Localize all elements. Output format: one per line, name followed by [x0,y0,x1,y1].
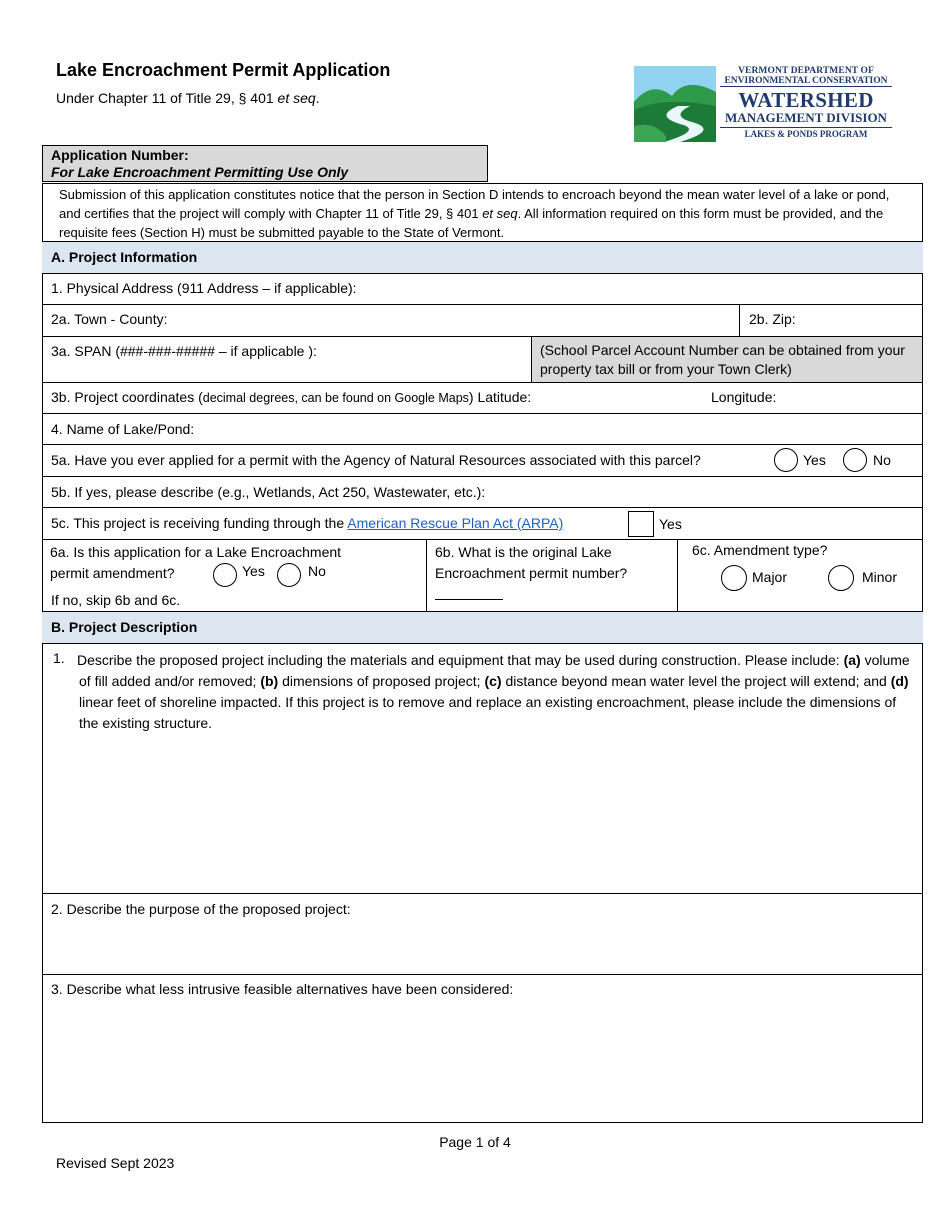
amendment-minor-radio[interactable] [828,565,854,591]
span-label: 3a. SPAN (###-###-##### – if applicable ): [51,343,317,359]
coordinates-label: 3b. Project coordinates (decimal degrees, can be found on Google Maps) Latitude: [51,389,532,405]
row-town-zip [42,304,923,336]
row-project-purpose[interactable] [42,893,923,974]
prior-permit-label: 5a. Have you ever applied for a permit with the Agency of Natural Resources associated with this parcel? [51,452,701,468]
application-number-label: Application Number: [51,147,189,163]
prior-permit-yes-radio[interactable] [774,448,798,472]
longitude-label: Longitude: [711,389,777,405]
prior-permit-no-label: No [873,452,891,468]
row-project-description[interactable] [42,643,923,893]
arpa-label: 5c. This project is receiving funding through the American Rescue Plan Act (ARPA) [51,515,564,531]
row-prior-permit [42,444,923,476]
prior-permit-describe-label: 5b. If yes, please describe (e.g., Wetlands, Act 250, Wastewater, etc.): [51,484,486,500]
logo-line-5: LAKES & PONDS PROGRAM [744,129,868,139]
arpa-link[interactable]: American Rescue Plan Act (ARPA) [347,515,564,531]
amendment-no-radio[interactable] [277,563,301,587]
logo-line-1: VERMONT DEPARTMENT OF [738,66,874,76]
page-number: Page 1 of 4 [439,1134,511,1150]
form-title: Lake Encroachment Permit Application [56,60,391,80]
amendment-no-label: No [308,563,326,579]
project-description-number: 1. [53,650,65,666]
row-amendment [42,539,923,611]
project-description-label: Describe the proposed project including the materials and equipment that may be used during construction. Please include: (a) volume of fill added and/or removed; (b) dimensions of proposed project; (c) distance beyond mean water level the project will extend; and (d) linear feet of shoreline impacted. If this project is to remove and replace an existing encroachment, please include the dimensions of the existing structure. [77,652,910,731]
row-physical-address[interactable] [42,273,923,304]
town-county-label: 2a. Town - County: [51,311,168,327]
lake-landscape-icon [634,66,716,142]
logo-line-4: MANAGEMENT DIVISION [720,111,892,128]
section-b-title: B. Project Description [51,619,198,635]
amendment-skip-note: If no, skip 6b and 6c. [51,592,181,608]
row-arpa [42,507,923,539]
logo-line-3: WATERSHED [738,88,874,112]
amendment-yes-label: Yes [242,563,265,579]
amendment-minor-label: Minor [862,569,898,585]
original-permit-line[interactable] [435,599,503,600]
section-a-title: A. Project Information [51,249,198,265]
amendment-major-label: Major [752,569,788,585]
amendment-major-radio[interactable] [721,565,747,591]
row-coordinates [42,382,923,413]
span-note-cell [531,337,922,382]
application-number-box [42,145,488,182]
row-alternatives[interactable] [42,974,923,1123]
lake-name-label: 4. Name of Lake/Pond: [51,421,195,437]
amendment-type-label: 6c. Amendment type? [692,542,828,558]
row-lake-name[interactable] [42,413,923,444]
intro-row [42,183,923,241]
intro-text: Submission of this application constitutes notice that the person in Section D intends to encroach beyond the mean water level of a lake or pond, and certifies that the project will comply with Chapter 11 of Title 29, § 401 et seq. All information required on this form must be provided, and the requisite fees (Section H) must be submitted payable to the State of Vermont. [59,187,890,240]
prior-permit-yes-label: Yes [803,452,826,468]
arpa-checkbox[interactable] [628,511,654,537]
prior-permit-no-radio[interactable] [843,448,867,472]
zip-label: 2b. Zip: [749,311,796,327]
section-a-header [42,241,923,273]
amendment-question: 6a. Is this application for a Lake Encroachment permit amendment? [50,544,342,581]
form-subtitle: Under Chapter 11 of Title 29, § 401 et seq. [56,90,320,106]
amendment-yes-radio[interactable] [213,563,237,587]
original-permit-label: 6b. What is the original Lake Encroachment permit number? [435,544,628,581]
arpa-yes-label: Yes [659,516,682,532]
revised-date: Revised Sept 2023 [56,1155,175,1171]
section-b-header [42,611,923,643]
span-note: (School Parcel Account Number can be obtained from your property tax bill or from your Town Clerk) [540,342,905,377]
logo-line-2: ENVIRONMENTAL CONSERVATION [720,76,892,87]
row-prior-permit-describe[interactable] [42,476,923,507]
alternatives-label: 3. Describe what less intrusive feasible alternatives have been considered: [51,981,514,997]
physical-address-label: 1. Physical Address (911 Address – if applicable): [51,280,357,296]
project-purpose-label: 2. Describe the purpose of the proposed project: [51,901,351,917]
row-span [42,336,923,382]
watershed-logo [634,66,892,142]
application-number-note: For Lake Encroachment Permitting Use Only [51,164,349,180]
